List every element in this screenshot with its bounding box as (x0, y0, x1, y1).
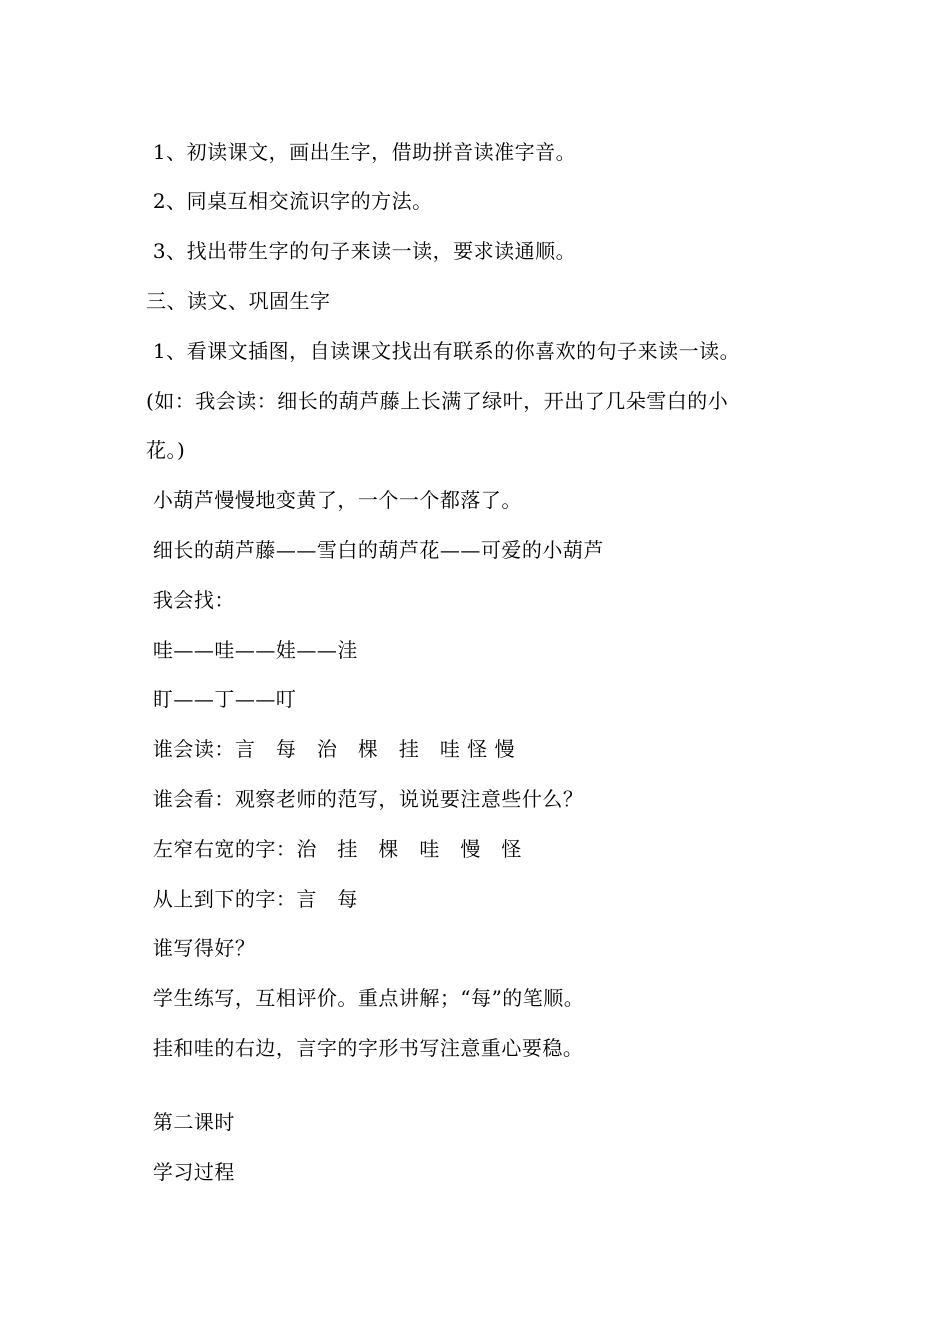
text-line: 从上到下的字：言 每 (146, 887, 358, 911)
text-line: 谁会读：言 每 治 棵 挂 哇 怪 慢 (146, 737, 516, 761)
text-line: 我会找： (146, 588, 235, 612)
text-line: 盯——丁——叮 (146, 687, 297, 711)
text-line: 左窄右宽的字：治 挂 棵 哇 慢 怪 (146, 837, 522, 861)
text-line: 细长的葫芦藤——雪白的葫芦花——可爱的小葫芦 (146, 538, 604, 562)
text-line: 3、找出带生字的句子来读一读，要求读通顺。 (146, 239, 577, 263)
text-line: (如：我会读：细长的葫芦藤上长满了绿叶，开出了几朵雪白的小 (146, 389, 729, 413)
section-heading: 三、读文、巩固生字 (146, 289, 331, 313)
text-line: 挂和哇的右边，言字的字形书写注意重心要稳。 (146, 1036, 584, 1060)
text-line: 哇——哇——娃——洼 (146, 638, 358, 662)
section-heading: 第二课时 (146, 1110, 235, 1134)
text-line: 小葫芦慢慢地变黄了，一个一个都落了。 (146, 488, 522, 512)
text-line: 谁会看：观察老师的范写，说说要注意些什么？ (146, 787, 584, 811)
text-line: 1、初读课文，画出生字，借助拼音读准字音。 (146, 140, 577, 164)
text-line: 2、同桌互相交流识字的方法。 (146, 189, 433, 213)
section-heading: 学习过程 (146, 1160, 235, 1184)
text-line: 学生练写，互相评价。重点讲解；“每”的笔顺。 (146, 986, 585, 1010)
text-line: 谁写得好？ (146, 936, 256, 960)
text-line: 花。) (146, 438, 186, 462)
text-line: 1、看课文插图，自读课文找出有联系的你喜欢的句子来读一读。 (146, 339, 741, 363)
